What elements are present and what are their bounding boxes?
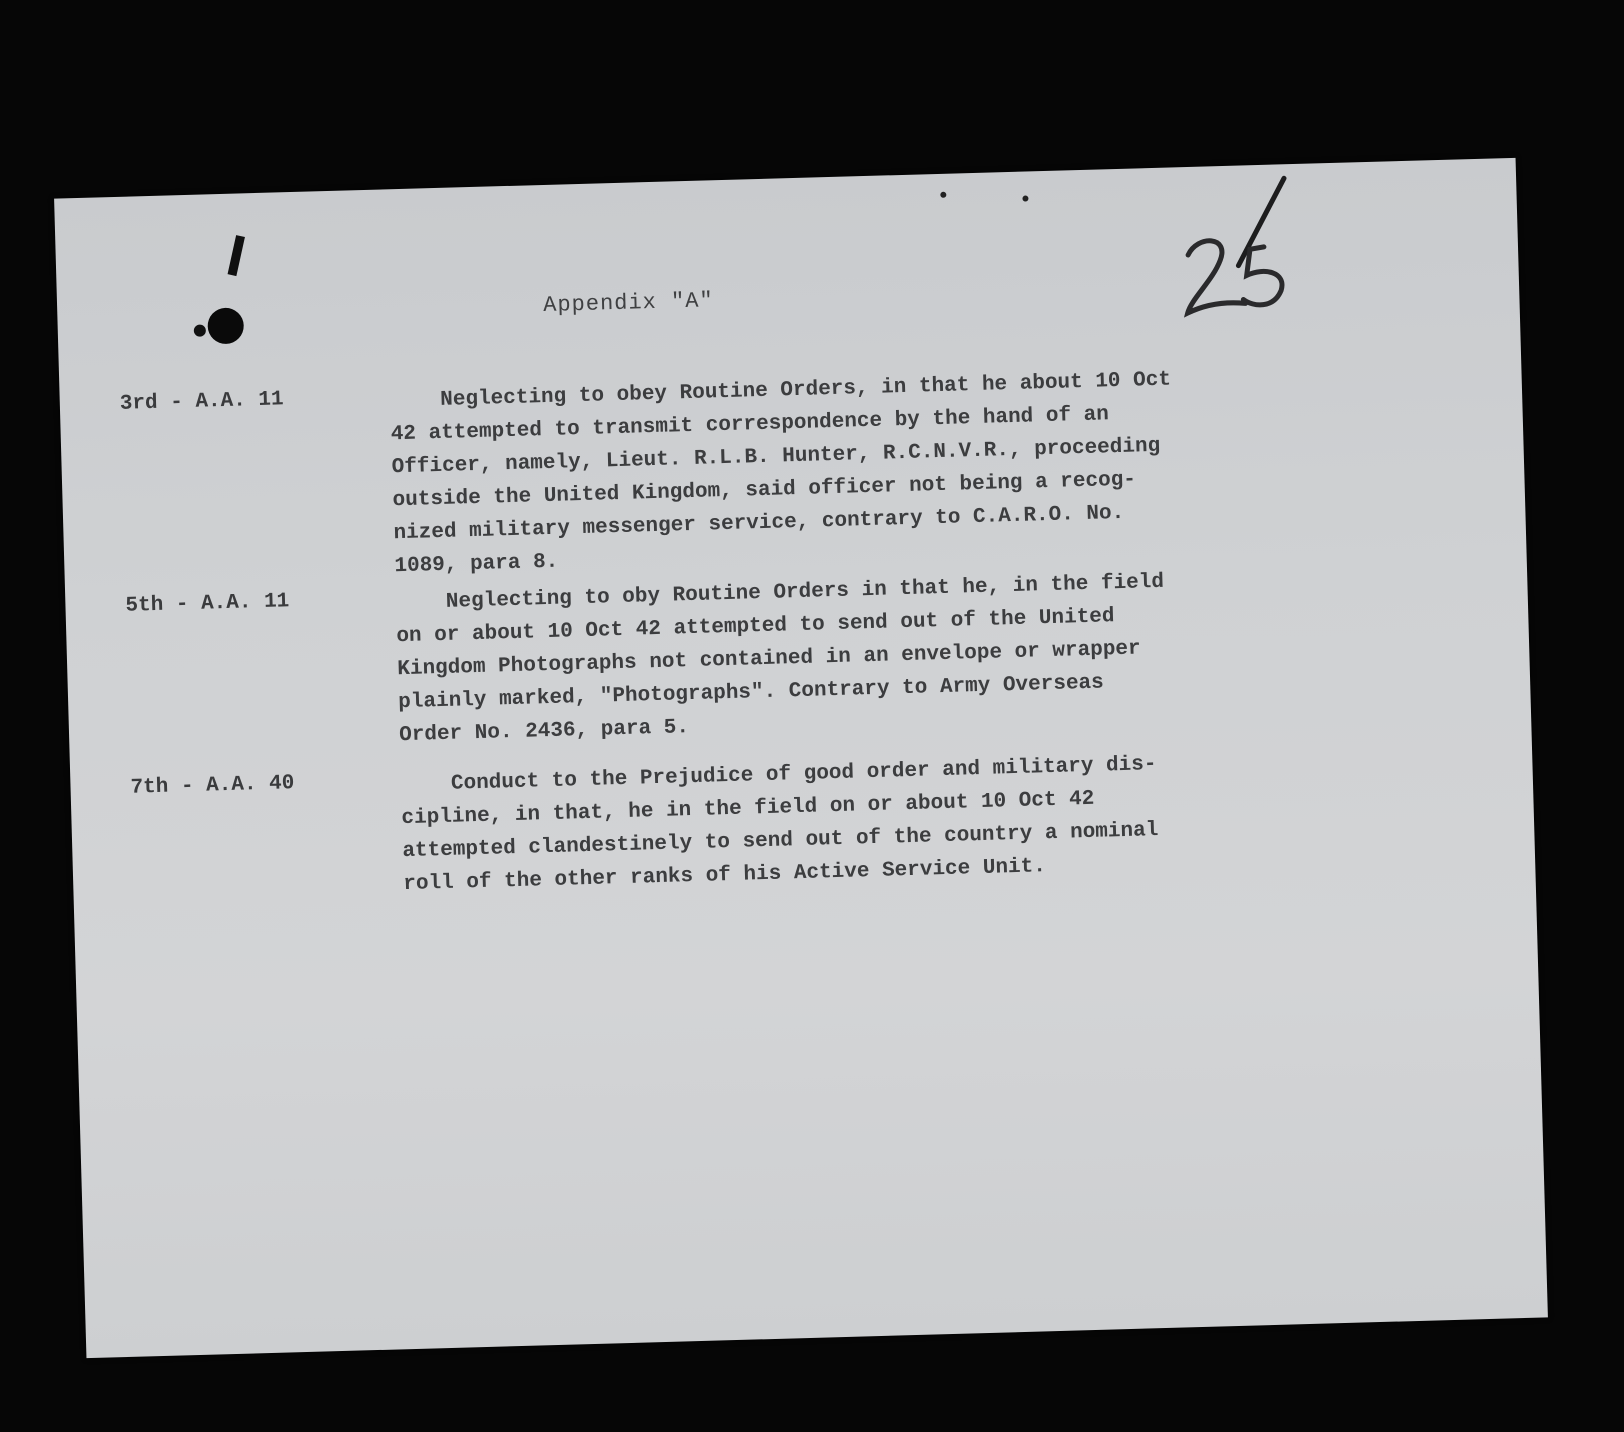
charge-text-line: outside the United Kingdom, said officer not being a recog- — [392, 468, 1137, 513]
charge-text-line: 42 attempted to transmit correspondence by the hand of an — [390, 403, 1110, 447]
charge-text-line: Kingdom Photographs not contained in an envelope or wrapper — [397, 637, 1141, 682]
punch-hole-small — [194, 324, 206, 336]
charge-text-line: nized military messenger service, contrary to C.A.R.O. No. — [393, 501, 1125, 546]
charge-text-line: Neglecting to obey Routine Orders, in that he about 10 Oct — [389, 368, 1172, 414]
charge-text — [400, 745, 1283, 902]
charge-label: 5th - A.A. 11 — [125, 590, 290, 618]
charge-label: 7th - A.A. 40 — [130, 772, 295, 800]
charge-text-line: cipline, in that, he in the field on or about 10 Oct 42 — [401, 787, 1095, 831]
charge-text — [395, 563, 1279, 753]
charge-text-line: plainly marked, "Photographs". Contrary to Army Overseas — [397, 671, 1105, 715]
charge-text-line: roll of the other ranks of his Active Service Unit. — [403, 855, 1047, 897]
charge-text-line: on or about 10 Oct 42 attempted to send out of the United — [396, 605, 1115, 649]
charge-text — [389, 361, 1274, 583]
charge-text-line: Neglecting to oby Routine Orders in that he, in the field — [395, 570, 1165, 616]
speck — [1022, 195, 1028, 201]
charge-entry — [130, 739, 1469, 897]
charge-text-line: Officer, namely, Lieut. R.L.B. Hunter, R.C.N.V.R., proceeding — [391, 434, 1161, 480]
page-title: Appendix "A" — [542, 288, 714, 319]
charge-text-line: Order No. 2436, para 5. — [398, 716, 690, 748]
charge-text-line: attempted clandestinely to send out of the country a nominal — [402, 819, 1159, 864]
charge-text-line: 1089, para 8. — [394, 550, 559, 579]
punch-hole — [207, 307, 244, 344]
charge-label: 3rd - A.A. 11 — [119, 388, 284, 416]
handwritten-page-number — [1166, 173, 1320, 327]
speck — [940, 192, 946, 198]
punch-mark-tick — [228, 235, 245, 276]
charge-text-line: Conduct to the Prejudice of good order and military dis- — [400, 753, 1157, 798]
document-page — [54, 158, 1548, 1358]
charge-entry — [119, 355, 1459, 579]
